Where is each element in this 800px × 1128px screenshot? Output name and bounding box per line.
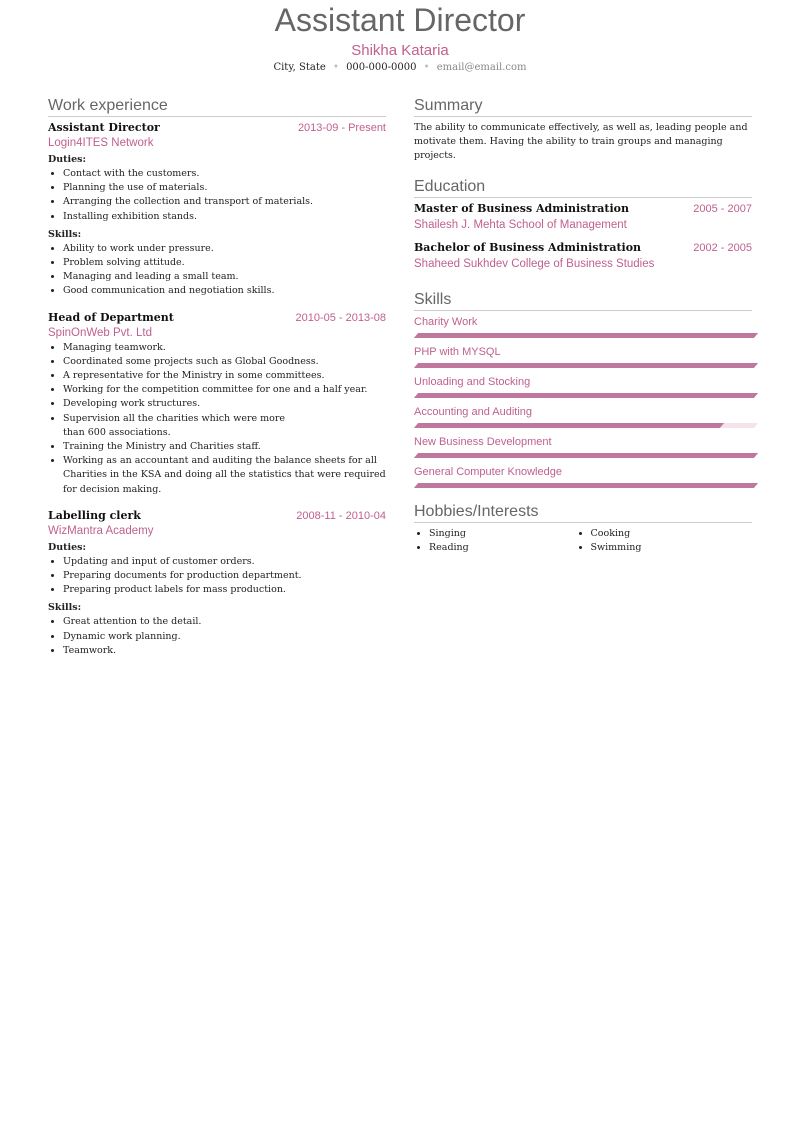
- list-item: • Training the Ministry and Charities staff.: [63, 440, 386, 454]
- job-dates: 2010-05 - 2013-08: [295, 311, 386, 324]
- skills-list: [48, 242, 386, 299]
- skill-level-bar: [414, 363, 758, 368]
- hobby-item: • Reading: [429, 541, 591, 555]
- list-item: • Coordinated some projects such as Global Goodness.: [63, 355, 386, 369]
- skills-list: [48, 615, 386, 658]
- skill-level-track: [414, 423, 758, 428]
- school-name: Shailesh J. Mehta School of Management: [414, 219, 627, 231]
- list-item: • Ability to work under pressure.: [63, 242, 386, 256]
- list-item: • Teamwork.: [63, 644, 386, 658]
- duties-label: Duties:: [48, 541, 87, 553]
- separator-dot: •: [423, 62, 430, 73]
- skills-section-title: Skills: [414, 290, 752, 311]
- duties-list: [48, 167, 386, 224]
- list-item: • Contact with the customers.: [63, 167, 386, 181]
- education-dates: 2002 - 2005: [693, 242, 752, 254]
- list-item: • Preparing documents for production department.: [63, 569, 386, 583]
- education-entry: [414, 241, 752, 270]
- hobby-item: • Cooking: [591, 527, 753, 541]
- skill-item: [414, 435, 752, 458]
- list-item: • Developing work structures.: [63, 397, 386, 411]
- skill-level-track: [414, 483, 758, 488]
- work-entry: [48, 311, 386, 497]
- skill-item: [414, 375, 752, 398]
- separator-dot: •: [332, 62, 339, 73]
- skills-label: Skills:: [48, 602, 82, 614]
- responsibilities-list: [48, 341, 386, 497]
- skill-level-track: [414, 363, 758, 368]
- skill-item: [414, 405, 752, 428]
- education-dates: 2005 - 2007: [693, 203, 752, 215]
- job-role: Labelling clerk: [48, 508, 141, 522]
- right-column: [414, 96, 752, 555]
- contact-email[interactable]: email@email.com: [436, 62, 527, 73]
- skill-name: New Business Development: [414, 436, 552, 448]
- skill-item: [414, 465, 752, 488]
- skill-level-bar: [414, 453, 758, 458]
- list-item: • Installing exhibition stands.: [63, 210, 386, 224]
- list-item: • Problem solving attitude.: [63, 256, 386, 270]
- list-item: • Working for the competition committee for one and a half year.: [63, 383, 386, 397]
- skill-level-bar: [414, 333, 758, 338]
- list-item: • Arranging the collection and transport of materials.: [63, 195, 386, 209]
- skill-level-bar: [414, 423, 724, 428]
- skills-label: Skills:: [48, 228, 82, 240]
- skill-name: Unloading and Stocking: [414, 376, 531, 388]
- list-item: • Managing and leading a small team.: [63, 270, 386, 284]
- contact-city: City, State: [273, 62, 326, 73]
- skills-bars: [414, 315, 752, 488]
- skill-level-bar: [414, 483, 758, 488]
- job-role: Assistant Director: [48, 121, 160, 134]
- job-dates: 2008-11 - 2010-04: [296, 509, 386, 522]
- job-company: SpinOnWeb Pvt. Ltd: [48, 326, 152, 339]
- resume-title: Assistant Director: [274, 2, 526, 38]
- job-company: Login4ITES Network: [48, 137, 154, 149]
- job-company: WizMantra Academy: [48, 524, 154, 537]
- list-item: • Managing teamwork.: [63, 341, 386, 355]
- list-item: • Dynamic work planning.: [63, 630, 386, 644]
- education-section-title: Education: [414, 177, 752, 198]
- duties-label: Duties:: [48, 154, 87, 165]
- list-item: • Supervision all the charities which were more than 600 associations.: [63, 412, 386, 440]
- education-entry: [414, 202, 752, 231]
- skill-level-bar: [414, 393, 758, 398]
- contact-line: [0, 61, 800, 75]
- list-item: • Updating and input of customer orders.: [63, 555, 386, 569]
- skill-level-track: [414, 393, 758, 398]
- work-entry: [48, 121, 386, 299]
- contact-phone: 000-000-0000: [346, 62, 417, 73]
- skill-name: General Computer Knowledge: [414, 466, 562, 478]
- degree-name: Bachelor of Business Administration: [414, 241, 642, 254]
- list-item: • Working as an accountant and auditing the balance sheets for all Charities in the KSA and doing all the statistics that were required for decision making.: [63, 454, 386, 497]
- job-dates: 2013-09 - Present: [297, 122, 386, 134]
- list-item: • Planning the use of materials.: [63, 181, 386, 195]
- list-item: • Good communication and negotiation skills.: [63, 284, 386, 298]
- summary-section-title: Summary: [414, 96, 752, 117]
- work-section-title: Work experience: [48, 96, 386, 117]
- work-entry: [48, 509, 386, 658]
- skill-name: PHP with MYSQL: [414, 346, 501, 358]
- hobby-item: • Singing: [429, 527, 591, 541]
- list-item: • A representative for the Ministry in some committees.: [63, 369, 386, 383]
- degree-name: Master of Business Administration: [414, 202, 629, 215]
- summary-text: The ability to communicate effectively, as well as, leading people and motivate them. Having the ability to train groups and managing projects.: [414, 122, 748, 161]
- school-name: Shaheed Sukhdev College of Business Studies: [414, 258, 655, 270]
- skill-item: [414, 345, 752, 368]
- skill-level-track: [414, 333, 758, 338]
- hobbies-section-title: Hobbies/Interests: [414, 502, 752, 523]
- duties-list: [48, 555, 386, 598]
- hobby-item: • Swimming: [591, 541, 753, 555]
- resume-header: [0, 0, 800, 75]
- skill-name: Accounting and Auditing: [414, 406, 533, 418]
- list-item: • Preparing product labels for mass production.: [63, 583, 386, 597]
- skill-level-track: [414, 453, 758, 458]
- list-item: • Great attention to the detail.: [63, 615, 386, 629]
- skill-name: Charity Work: [414, 316, 478, 328]
- left-column: [48, 96, 386, 670]
- hobbies-list: [414, 527, 752, 555]
- candidate-name: Shikha Kataria: [351, 42, 449, 59]
- job-role: Head of Department: [48, 310, 174, 324]
- skill-item: [414, 315, 752, 338]
